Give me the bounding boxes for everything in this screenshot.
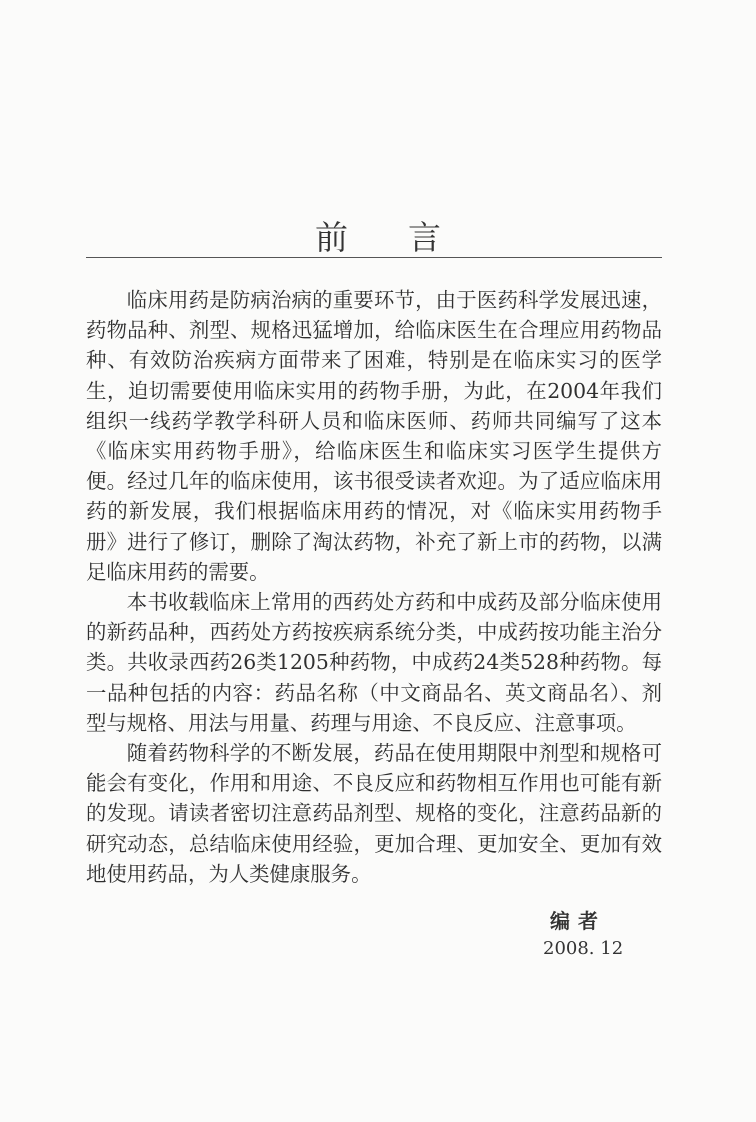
author-signature: 编者 bbox=[550, 909, 606, 933]
paragraph-1: 临床用药是防病治病的重要环节，由于医药科学发展迅速，药物品种、剂型、规格迅猛增加，给临床医生在合理应用药物品种、有效防治疾病方面带来了困难，特别是在临床实习的医学生，迫切需要使用临床实用的药物手册，为此，在2004年我们组织一线药学教学科研人员和临床医师、药师共同编写了这本《临床实用药物手册》，给临床医生和临床实习医学生提供方便。经过几年的临床使用，该书很受读者欢迎。为了适应临床用药的新发展，我们根据临床用药的情况，对《临床实用药物手册》进行了修订，删除了淘汰药物，补充了新上市的药物，以满足临床用药的需要。 bbox=[86, 288, 662, 584]
title-divider bbox=[86, 257, 662, 258]
paragraph-3: 随着药物科学的不断发展，药品在使用期限中剂型和规格可能会有变化，作用和用途、不良反应和药物相互作用也可能有新的发现。请读者密切注意药品剂型、规格的变化，注意药品新的研究动态，总结临床使用经验，更加合理、更加安全、更加有效地使用药品，为人类健康服务。 bbox=[86, 741, 662, 886]
page-title: 前言 bbox=[315, 218, 501, 257]
publication-date: 2008. 12 bbox=[543, 938, 624, 959]
preface-body bbox=[86, 285, 662, 889]
paragraph-2: 本书收载临床上常用的西药处方药和中成药及部分临床使用的新药品种，西药处方药按疾病系统分类，中成药按功能主治分类。共收录西药26类1205种药物，中成药24类528种药物。每一品种包括的内容：药品名称（中文商品名、英文商品名）、剂型与规格、用法与用量、药理与用途、不良反应、注意事项。 bbox=[86, 590, 662, 735]
